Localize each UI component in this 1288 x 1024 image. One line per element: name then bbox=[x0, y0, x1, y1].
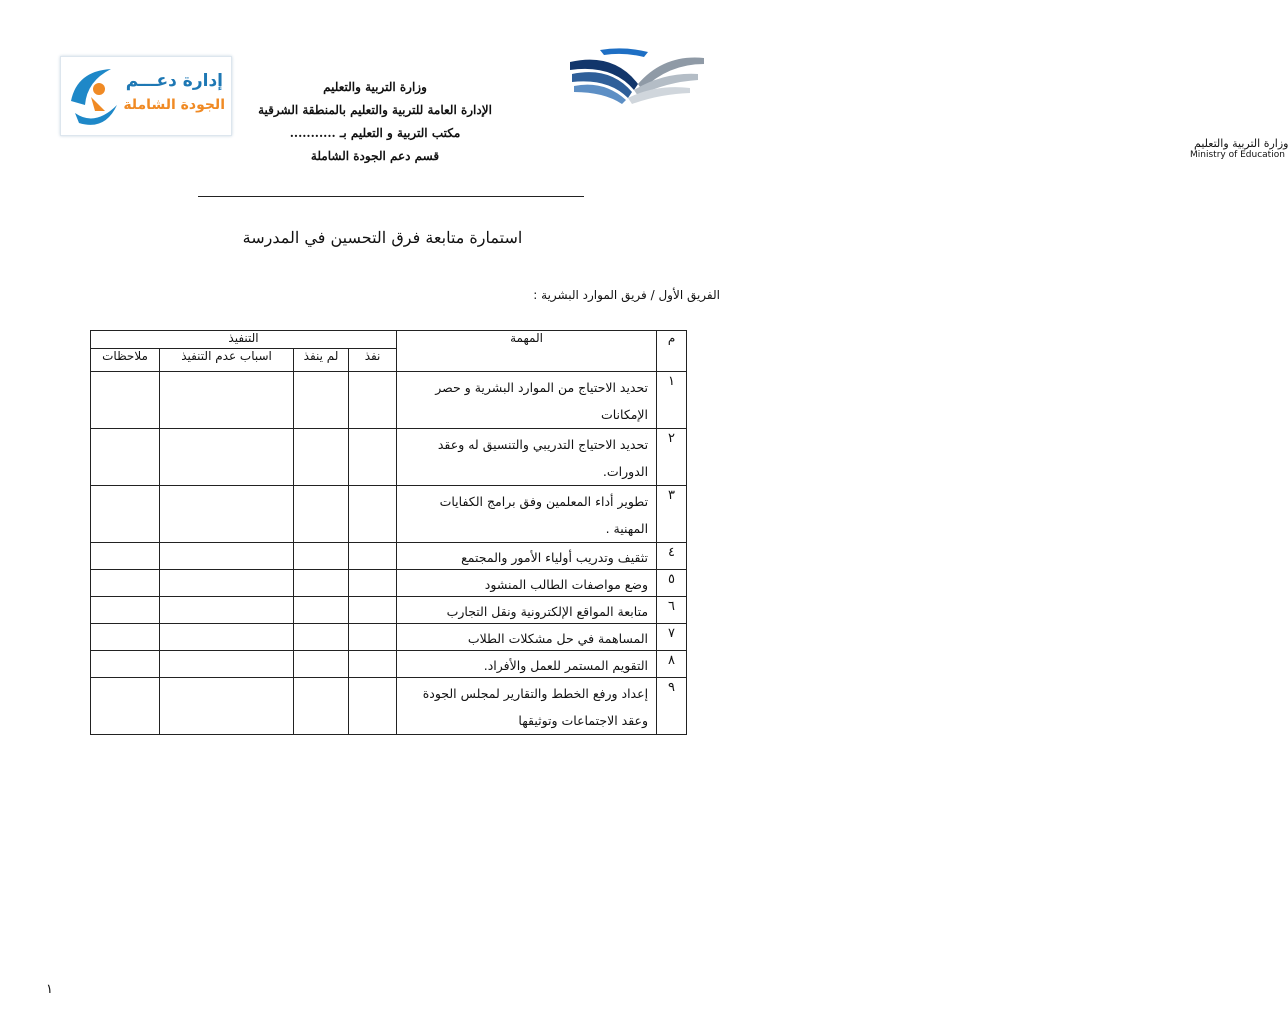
row-task: التقويم المستمر للعمل والأفراد. bbox=[397, 651, 657, 678]
done-cell[interactable] bbox=[349, 372, 397, 429]
row-task: تحديد الاحتياج من الموارد البشرية و حصر الإمكانات bbox=[397, 372, 657, 429]
notes-cell[interactable] bbox=[91, 597, 160, 624]
letterhead-directorate: الإدارة العامة للتربية والتعليم بالمنطقة الشرقية bbox=[258, 103, 492, 117]
done-cell[interactable] bbox=[349, 429, 397, 486]
header-not-done: لم ينفذ bbox=[294, 349, 349, 372]
reasons-cell[interactable] bbox=[160, 429, 294, 486]
letterhead bbox=[250, 76, 500, 168]
notes-cell[interactable] bbox=[91, 678, 160, 735]
reasons-cell[interactable] bbox=[160, 678, 294, 735]
header-number: م bbox=[657, 331, 687, 372]
logo-line-2: الجودة الشاملة bbox=[123, 97, 225, 113]
team-label: الفريق الأول / فريق الموارد البشرية : bbox=[533, 288, 720, 302]
notes-cell[interactable] bbox=[91, 486, 160, 543]
done-cell[interactable] bbox=[349, 486, 397, 543]
not-done-cell[interactable] bbox=[294, 570, 349, 597]
header-reasons: اسباب عدم التنفيذ bbox=[160, 349, 294, 372]
row-number: ٤ bbox=[657, 543, 687, 570]
row-number: ٣ bbox=[657, 486, 687, 543]
letterhead-office: مكتب التربية و التعليم بـ ........... bbox=[289, 126, 461, 140]
form-title: استمارة متابعة فرق التحسين في المدرسة bbox=[242, 228, 523, 247]
not-done-cell[interactable] bbox=[294, 624, 349, 651]
table-row bbox=[91, 678, 687, 735]
row-task: إعداد ورفع الخطط والتقارير لمجلس الجودة وعقد الاجتماعات وتوثيقها bbox=[397, 678, 657, 735]
not-done-cell[interactable] bbox=[294, 429, 349, 486]
table-row bbox=[91, 429, 687, 486]
reasons-cell[interactable] bbox=[160, 624, 294, 651]
row-number: ٦ bbox=[657, 597, 687, 624]
table-row bbox=[91, 624, 687, 651]
ministry-book-emblem-icon bbox=[564, 44, 712, 134]
not-done-cell[interactable] bbox=[294, 597, 349, 624]
header-divider bbox=[198, 196, 584, 197]
notes-cell[interactable] bbox=[91, 372, 160, 429]
reasons-cell[interactable] bbox=[160, 543, 294, 570]
row-number: ٥ bbox=[657, 570, 687, 597]
done-cell[interactable] bbox=[349, 651, 397, 678]
header-execution: التنفيذ bbox=[91, 331, 397, 349]
table-row bbox=[91, 651, 687, 678]
letterhead-ministry: وزارة التربية والتعليم bbox=[323, 80, 427, 94]
row-task: متابعة المواقع الإلكترونية ونقل التجارب bbox=[397, 597, 657, 624]
page-number: ١ bbox=[46, 982, 53, 997]
reasons-cell[interactable] bbox=[160, 486, 294, 543]
header-done: نفذ bbox=[349, 349, 397, 372]
notes-cell[interactable] bbox=[91, 543, 160, 570]
reasons-cell[interactable] bbox=[160, 597, 294, 624]
notes-cell[interactable] bbox=[91, 624, 160, 651]
quality-swoosh-icon bbox=[65, 61, 125, 133]
table-row bbox=[91, 486, 687, 543]
header-notes: ملاحظات bbox=[91, 349, 160, 372]
row-number: ٨ bbox=[657, 651, 687, 678]
not-done-cell[interactable] bbox=[294, 372, 349, 429]
letterhead-department: قسم دعم الجودة الشاملة bbox=[310, 149, 440, 163]
done-cell[interactable] bbox=[349, 678, 397, 735]
not-done-cell[interactable] bbox=[294, 486, 349, 543]
row-task: وضع مواصفات الطالب المنشود bbox=[397, 570, 657, 597]
done-cell[interactable] bbox=[349, 570, 397, 597]
done-cell[interactable] bbox=[349, 597, 397, 624]
table-row bbox=[91, 597, 687, 624]
reasons-cell[interactable] bbox=[160, 651, 294, 678]
row-task: تحديد الاحتياج التدريبي والتنسيق له وعقد الدورات. bbox=[397, 429, 657, 486]
table-row bbox=[91, 372, 687, 429]
quality-support-logo bbox=[60, 56, 232, 136]
not-done-cell[interactable] bbox=[294, 651, 349, 678]
notes-cell[interactable] bbox=[91, 570, 160, 597]
header-task: المهمة bbox=[397, 331, 657, 372]
table-row bbox=[91, 570, 687, 597]
ministry-name-english: Ministry of Education bbox=[1190, 150, 1285, 160]
row-task: تطوير أداء المعلمين وفق برامج الكفايات المهنية . bbox=[397, 486, 657, 543]
row-task: المساهمة في حل مشكلات الطلاب bbox=[397, 624, 657, 651]
table-row bbox=[91, 543, 687, 570]
reasons-cell[interactable] bbox=[160, 570, 294, 597]
row-task: تثقيف وتدريب أولياء الأمور والمجتمع bbox=[397, 543, 657, 570]
tracking-table bbox=[90, 330, 687, 735]
done-cell[interactable] bbox=[349, 543, 397, 570]
ministry-name-arabic: وزارة التربية والتعليم bbox=[1194, 137, 1288, 150]
row-number: ٩ bbox=[657, 678, 687, 735]
row-number: ٢ bbox=[657, 429, 687, 486]
not-done-cell[interactable] bbox=[294, 543, 349, 570]
logo-line-1: إدارة دعـــم bbox=[125, 71, 223, 91]
row-number: ٧ bbox=[657, 624, 687, 651]
reasons-cell[interactable] bbox=[160, 372, 294, 429]
row-number: ١ bbox=[657, 372, 687, 429]
ministry-logo bbox=[564, 44, 1288, 166]
done-cell[interactable] bbox=[349, 624, 397, 651]
notes-cell[interactable] bbox=[91, 429, 160, 486]
not-done-cell[interactable] bbox=[294, 678, 349, 735]
notes-cell[interactable] bbox=[91, 651, 160, 678]
